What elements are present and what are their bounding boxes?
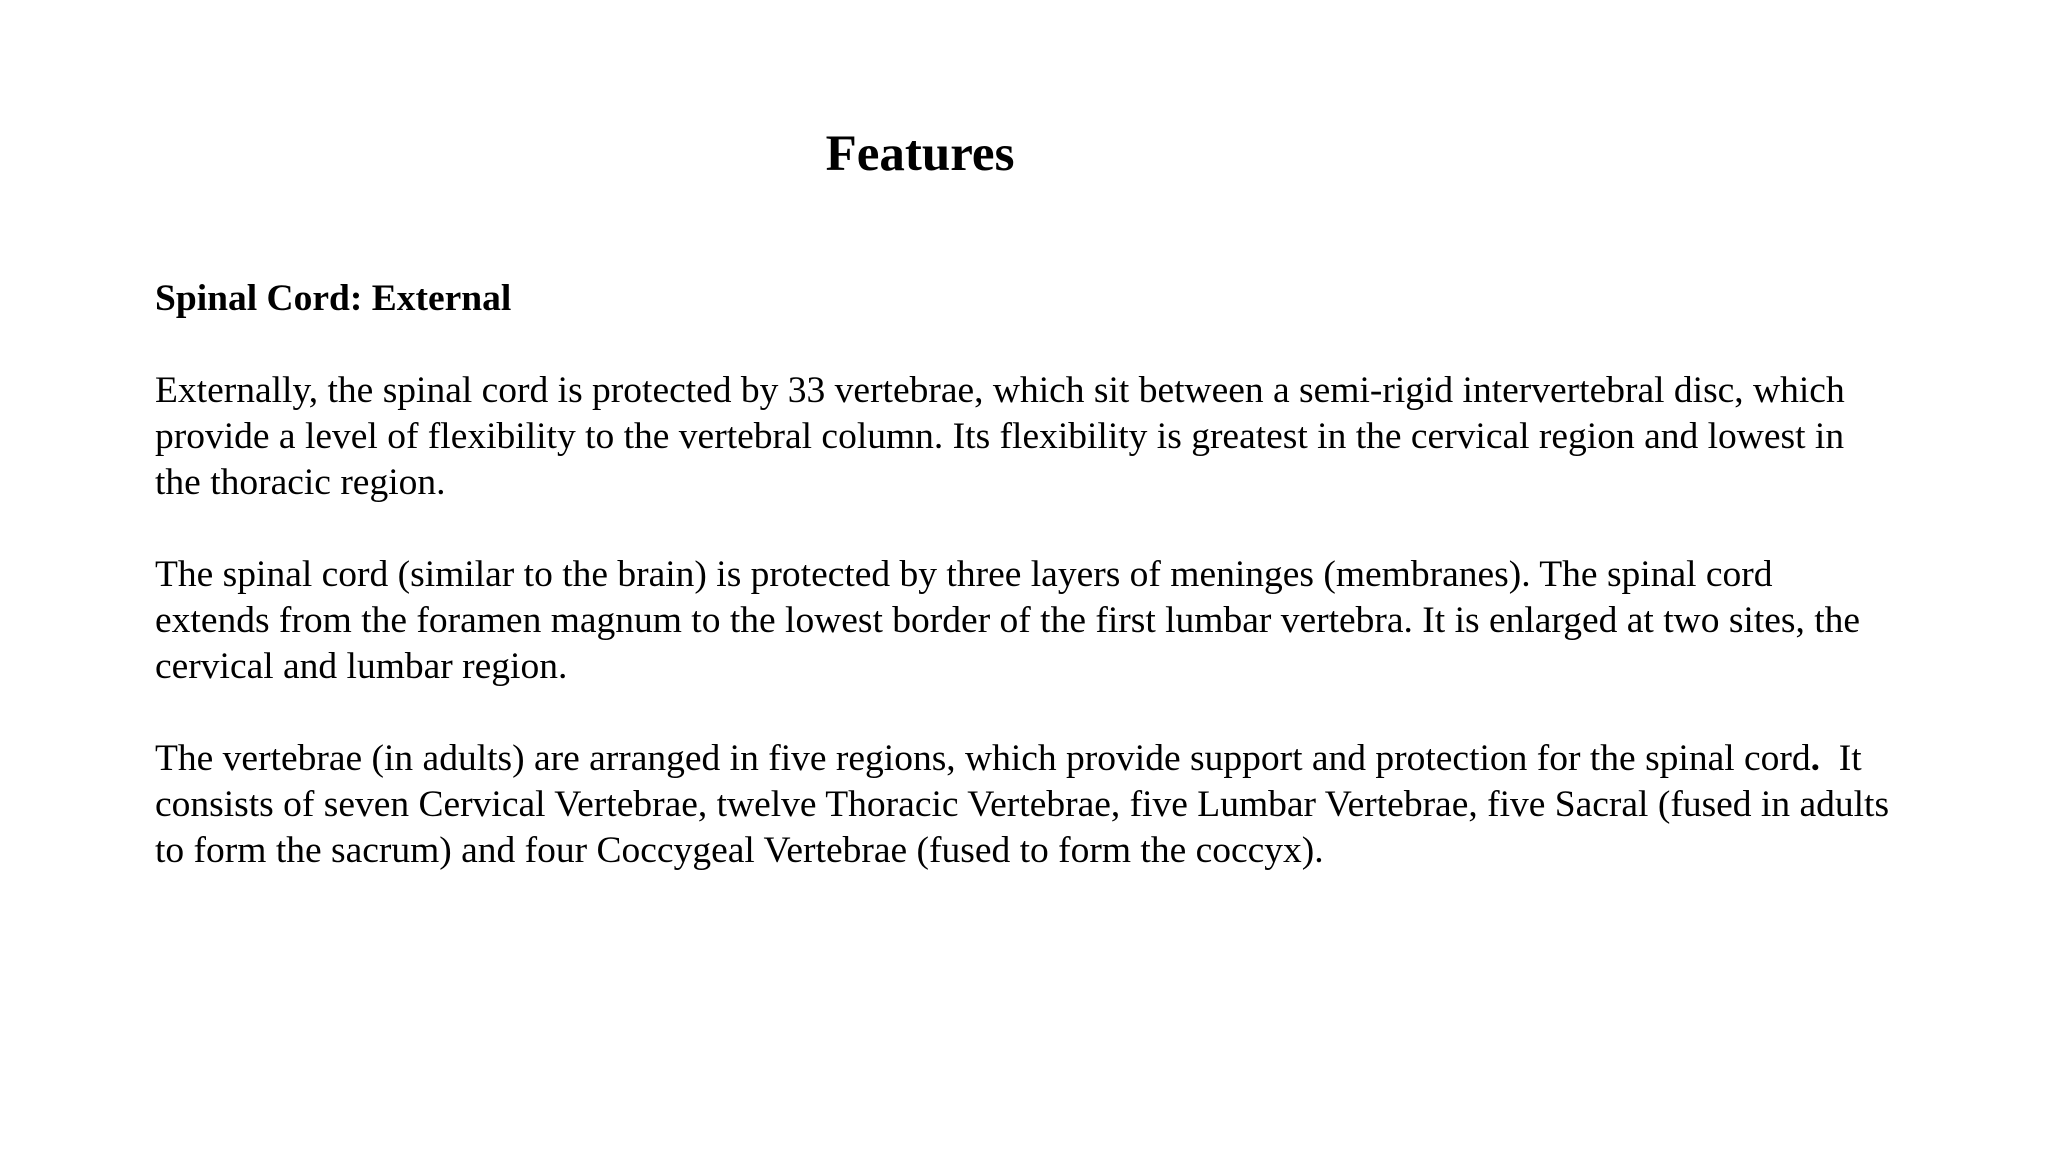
paragraph-line: cervical and lumbar region. <box>155 646 568 687</box>
paragraph-line: The spinal cord (similar to the brain) is protected by three layers of meninges (membranes). The spinal cord <box>155 554 1773 595</box>
paragraph-line: extends from the foramen magnum to the lowest border of the first lumbar vertebra. It is enlarged at two sites, the <box>155 600 1861 641</box>
paragraph-line: Externally, the spinal cord is protected by 33 vertebrae, which sit between a semi-rigid intervertebral disc, which <box>155 370 1845 411</box>
paragraph-external-protection <box>155 368 1955 506</box>
section-heading: Spinal Cord: External <box>155 278 512 319</box>
paragraph-line: The vertebrae (in adults) are arranged in five regions, which provide support and protection for the spinal cord <box>155 738 1811 779</box>
paragraph-meninges <box>155 552 1955 690</box>
paragraph-line: the thoracic region. <box>155 462 446 503</box>
slide-content <box>155 276 1955 920</box>
paragraph-line: provide a level of flexibility to the vertebral column. Its flexibility is greatest in the cervical region and lowest in <box>155 416 1845 457</box>
paragraph-line: to form the sacrum) and four Coccygeal Vertebrae (fused to form the coccyx). <box>155 830 1324 871</box>
paragraph-vertebrae-regions <box>155 736 1955 874</box>
paragraph-line: consists of seven Cervical Vertebrae, twelve Thoracic Vertebrae, five Lumbar Vertebrae, five Sacral (fused in adults <box>155 784 1890 825</box>
bold-period: . <box>1810 738 1821 779</box>
slide-title: Features <box>825 126 1015 182</box>
paragraph-line-tail: It <box>1820 738 1862 779</box>
